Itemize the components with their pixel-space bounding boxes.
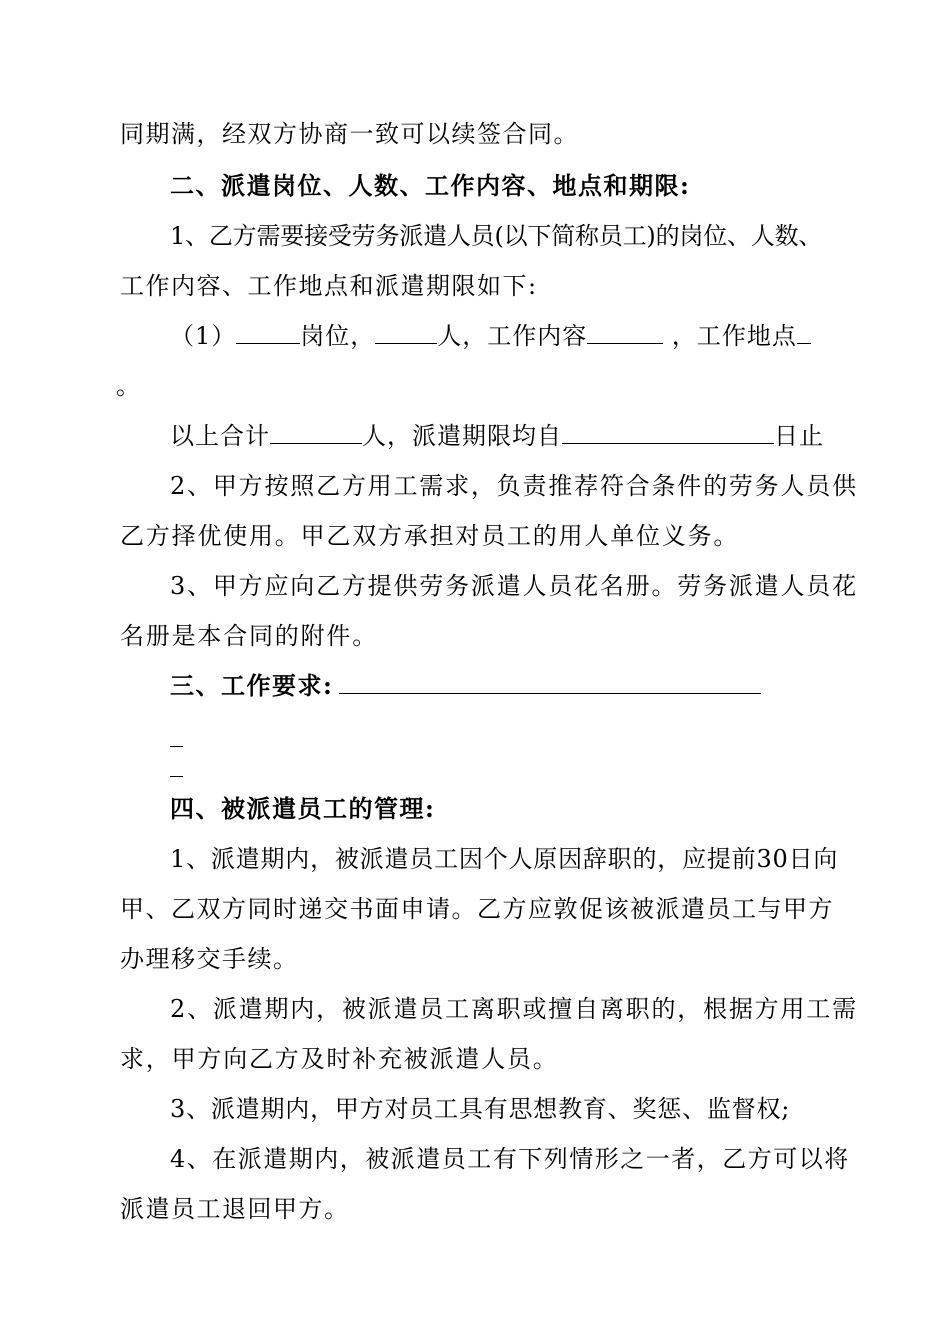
paragraph-line: 乙方择优使用。甲乙双方承担对员工的用人单位义务。	[120, 522, 740, 550]
fill-label: 人，派遣期限均自	[362, 422, 562, 450]
fill-label: 岗位，	[300, 322, 376, 350]
position-blank[interactable]	[236, 321, 300, 344]
paragraph-line: 1、派遣期内，被派遣员工因个人原因辞职的，应提前30日向	[170, 845, 839, 873]
paragraph-line: 求，甲方向乙方及时补充被派遣人员。	[120, 1045, 559, 1073]
paragraph-line: 工作内容、工作地点和派遣期限如下:	[120, 272, 538, 300]
paragraph-line: 甲、乙双方同时递交书面申请。乙方应敦促该被派遣员工与甲方	[120, 895, 834, 923]
work-location-blank[interactable]	[797, 321, 811, 344]
fill-label: 人，工作内容	[437, 322, 588, 350]
total-count-blank[interactable]	[270, 421, 362, 444]
fill-label: ，工作地点	[663, 322, 797, 350]
paragraph-line: 派遣员工退回甲方。	[120, 1195, 350, 1223]
paragraph-line: 名册是本合同的附件。	[120, 622, 378, 650]
paragraph-line: 同期满，经双方协商一致可以续签合同。	[120, 120, 579, 148]
item-number: （1）	[170, 322, 237, 350]
form-line-positions	[170, 320, 811, 352]
blank-line-short	[170, 776, 183, 777]
paragraph-line: 1、乙方需要接受劳务派遣人员(以下简称员工)的岗位、人数、	[170, 222, 823, 250]
form-line-end: 。	[116, 372, 140, 400]
work-requirements-label: 三、工作要求:	[170, 671, 334, 700]
form-line-total	[170, 420, 824, 452]
section-heading: 二、派遣岗位、人数、工作内容、地点和期限:	[170, 171, 691, 200]
work-content-blank[interactable]	[587, 321, 663, 344]
section-heading	[170, 670, 761, 702]
paragraph-line: 办理移交手续。	[120, 945, 299, 973]
blank-line-short	[170, 746, 183, 747]
work-requirements-blank[interactable]	[339, 671, 761, 694]
paragraph-line: 3、派遣期内，甲方对员工具有思想教育、奖惩、监督权;	[170, 1095, 791, 1123]
paragraph-line: 2、甲方按照乙方用工需求，负责推荐符合条件的劳务人员供	[170, 472, 858, 500]
period-blank[interactable]	[562, 421, 774, 444]
paragraph-line: 3、甲方应向乙方提供劳务派遣人员花名册。劳务派遣人员花	[170, 572, 858, 600]
fill-label: 日止	[774, 422, 824, 450]
section-heading: 四、被派遣员工的管理:	[170, 794, 436, 823]
headcount-blank[interactable]	[375, 321, 437, 344]
fill-label: 以上合计	[170, 422, 270, 450]
paragraph-line: 4、在派遣期内，被派遣员工有下列情形之一者，乙方可以将	[170, 1145, 850, 1173]
paragraph-line: 2、派遣期内，被派遣员工离职或擅自离职的，根据方用工需	[170, 995, 858, 1023]
